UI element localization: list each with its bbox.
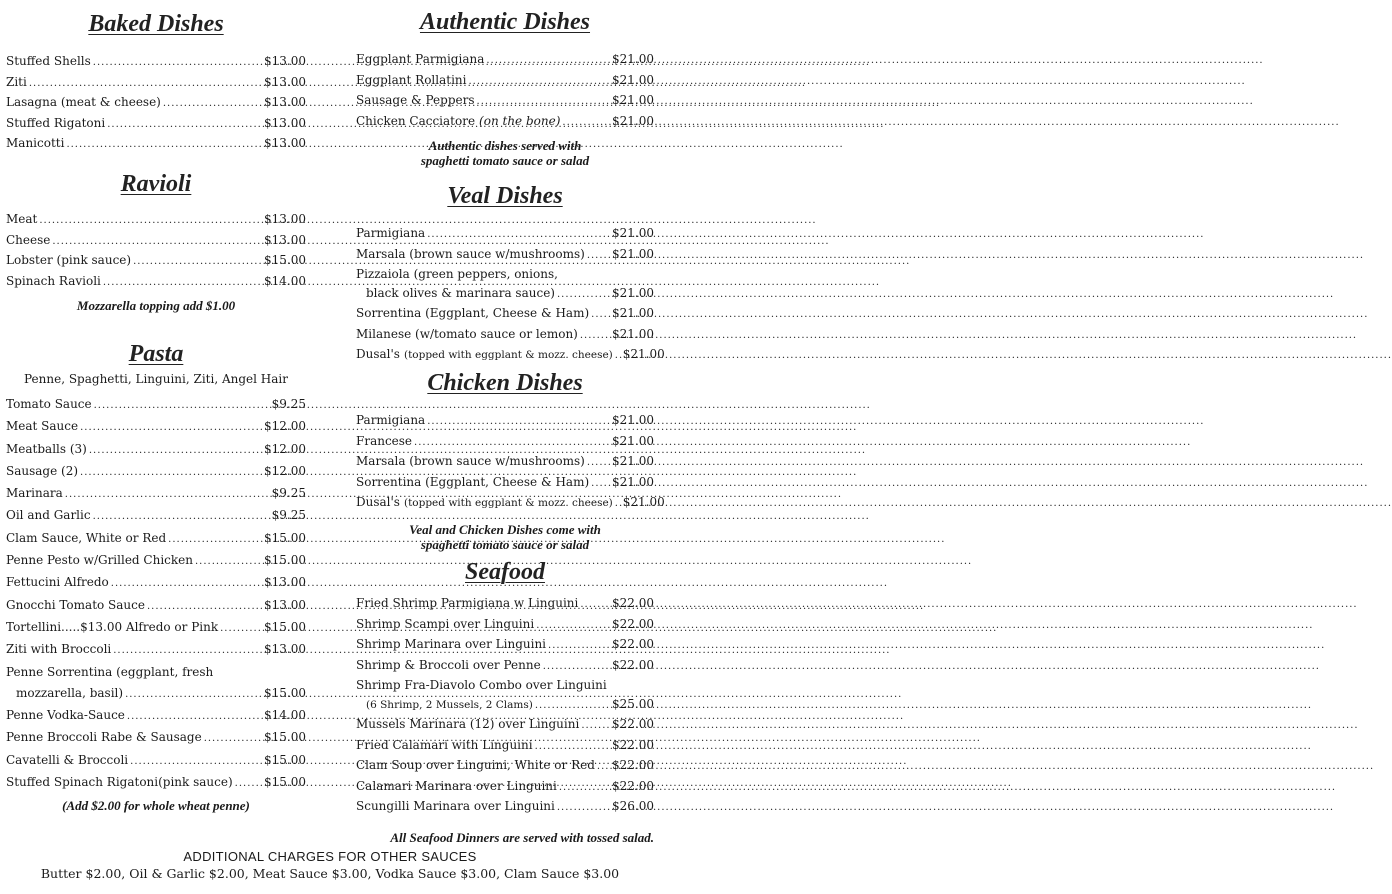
menu-item-row — [356, 411, 654, 432]
menu-item — [356, 304, 654, 325]
menu-item — [6, 272, 306, 293]
menu-item-row — [6, 416, 306, 438]
menu-item-name: Penne Pesto w/Grilled Chicken — [6, 553, 193, 568]
menu-item-price: $13.00 — [264, 95, 306, 109]
menu-item-price: $22.00 — [612, 758, 654, 772]
menu-item-name: Lasagna (meat & cheese) — [6, 95, 161, 109]
menu-item-row — [356, 325, 654, 346]
menu-item-price: $22.00 — [612, 657, 654, 672]
menu-item-row — [356, 284, 654, 305]
menu-item-price: $21.00 — [612, 113, 654, 128]
leader-dots — [130, 750, 262, 772]
leader-dots — [80, 416, 262, 438]
menu-item-price: $22.00 — [612, 778, 654, 793]
menu-item-name: Eggplant Parmigiana — [356, 52, 485, 66]
menu-item-price: $13.00 — [264, 212, 306, 226]
menu-item — [356, 432, 654, 453]
menu-item-name-cont: (6 Shrimp, 2 Mussels, 2 Clams) — [366, 698, 533, 711]
seafood-note: All Seafood Dinners are served with tossed salad. — [390, 829, 654, 845]
menu-item-price: $21.00 — [622, 495, 665, 509]
leader-dots — [52, 231, 262, 252]
menu-item-price: $21.00 — [612, 72, 654, 87]
leader-dots — [427, 224, 610, 245]
menu-item — [6, 639, 306, 661]
leader-dots — [103, 272, 262, 293]
baked-list — [6, 52, 306, 155]
menu-item-price: $22.00 — [612, 637, 654, 651]
leader-dots — [66, 134, 262, 155]
menu-item-row — [6, 750, 306, 772]
menu-item-row — [6, 134, 306, 155]
ravioli-list — [6, 210, 306, 292]
menu-item-price: $15.00 — [264, 530, 306, 545]
menu-item-price: $22.00 — [612, 596, 654, 610]
menu-item — [6, 52, 306, 73]
menu-item-row — [6, 210, 306, 231]
menu-item-name: Cavatelli & Broccoli — [6, 752, 129, 767]
leader-dots — [204, 727, 262, 749]
leader-dots — [65, 483, 270, 505]
menu-item-name: Sausage (2) — [6, 463, 79, 478]
menu-item-row — [356, 797, 654, 818]
menu-item-name: Meat — [6, 212, 38, 226]
menu-item — [356, 736, 654, 757]
leader-dots — [414, 432, 610, 453]
leader-dots — [597, 756, 610, 777]
menu-item-name: Clam Sauce, White or Red — [6, 530, 167, 545]
pasta-list — [6, 394, 306, 794]
menu-item-name: Sausage & Peppers — [356, 93, 475, 107]
menu-item-price: $21.00 — [612, 454, 654, 468]
additional-charges-line: Butter $2.00, Oil & Garlic $2.00, Meat Sauce $3.00, Vodka Sauce $3.00, Clam Sauce $3.00 — [40, 866, 620, 881]
leader-dots — [127, 705, 262, 727]
leader-dots — [468, 71, 610, 92]
menu-item-price: $13.00 — [264, 74, 306, 89]
menu-item-row — [6, 114, 306, 135]
chicken-section — [356, 369, 665, 552]
pasta-title: Pasta — [128, 341, 184, 367]
menu-item — [6, 251, 306, 272]
seafood-list — [356, 594, 654, 818]
menu-item-row — [356, 756, 654, 777]
leader-dots — [486, 50, 610, 71]
menu-item-name: Penne Sorrentina (eggplant, fresh — [6, 664, 214, 679]
menu-item-name-cont: black olives & marinara sauce) — [366, 285, 555, 300]
menu-item-name-cont: mozzarella, basil) — [16, 685, 124, 700]
leader-dots — [113, 639, 262, 661]
ravioli-section — [6, 170, 306, 313]
menu-item — [356, 325, 654, 346]
menu-item-row — [6, 439, 306, 461]
menu-item — [6, 772, 306, 794]
leader-dots — [562, 112, 610, 133]
menu-item-row — [6, 505, 306, 527]
menu-item-name: Stuffed Shells — [6, 54, 91, 68]
menu-item-name: Shrimp & Broccoli over Penne — [356, 657, 541, 672]
menu-item-row — [356, 224, 654, 245]
menu-item-price: $21.00 — [612, 413, 654, 427]
menu-item — [356, 452, 654, 473]
menu-item-row — [6, 251, 306, 272]
menu-item-name: Marsala (brown sauce w/mushrooms) — [356, 454, 585, 468]
leader-dots — [580, 325, 610, 346]
menu-item-price: $21.00 — [612, 474, 654, 489]
leader-dots — [477, 91, 610, 112]
menu-item-row — [6, 727, 306, 749]
menu-item-name: Eggplant Rollatini — [356, 72, 467, 87]
menu-item — [6, 617, 306, 639]
baked-title: Baked Dishes — [88, 11, 224, 37]
menu-item-row — [6, 231, 306, 252]
ravioli-note: Mozzarella topping add $1.00 — [76, 298, 236, 313]
menu-item — [6, 705, 306, 727]
menu-item-name: Gnocchi Tomato Sauce — [6, 597, 145, 612]
leader-dots — [559, 777, 610, 798]
menu-item — [6, 662, 306, 706]
menu-item-name: Penne Vodka-Sauce — [6, 708, 125, 723]
chicken-note-2: spaghetti tomato sauce or salad — [420, 536, 590, 552]
menu-item — [356, 656, 654, 677]
leader-dots — [591, 304, 610, 325]
menu-item-name: Manicotti — [6, 136, 65, 150]
menu-item-name: Dusal's — [356, 347, 400, 361]
menu-item — [356, 756, 654, 777]
menu-item-price: $21.00 — [612, 93, 654, 107]
menu-item-name: Francese — [356, 433, 413, 448]
menu-item-price: $15.00 — [264, 553, 306, 568]
menu-item-price: $13.00 — [264, 232, 306, 247]
menu-item-price: $15.00 — [264, 752, 306, 767]
veal-title: Veal Dishes — [447, 183, 563, 209]
menu-item-price: $21.00 — [612, 306, 654, 320]
menu-item-row — [6, 461, 306, 483]
menu-item-name: Shrimp Marinara over Linguini — [356, 637, 547, 651]
menu-item-price: $21.00 — [622, 347, 665, 361]
menu-item — [356, 473, 654, 494]
menu-item-price: $22.00 — [612, 616, 654, 631]
baked-section — [6, 10, 306, 155]
menu-item-name: Parmigiana — [356, 226, 426, 240]
menu-item-price: $21.00 — [612, 52, 654, 66]
menu-item-name: Sorrentina (Eggplant, Cheese & Ham) — [356, 474, 590, 489]
menu-item-price: $26.00 — [612, 799, 654, 813]
menu-item-name: Stuffed Rigatoni — [6, 115, 106, 130]
menu-item-row — [356, 50, 654, 71]
menu-item-row — [356, 635, 654, 656]
menu-item-name: Dusal's — [356, 495, 400, 509]
menu-item-row — [356, 245, 654, 266]
leader-dots — [536, 615, 610, 636]
menu-item-name: Meat Sauce — [6, 419, 79, 434]
leader-dots — [93, 505, 270, 527]
leader-dots — [587, 245, 610, 266]
leader-dots — [235, 772, 262, 794]
menu-item — [356, 245, 654, 266]
menu-item — [356, 777, 654, 798]
leader-dots — [94, 394, 270, 416]
menu-item — [356, 112, 654, 133]
menu-item-name: Fried Calamari with Linguini — [356, 737, 533, 752]
menu-item — [6, 416, 306, 438]
menu-item-row — [356, 91, 654, 112]
menu-item-row — [356, 736, 654, 757]
menu-item-name: Stuffed Spinach Rigatoni(pink sauce) — [6, 775, 233, 790]
menu-item — [356, 50, 654, 71]
menu-item-name: Clam Soup over Linguini, White or Red — [356, 758, 595, 772]
leader-dots — [557, 284, 610, 305]
menu-item-row — [356, 715, 654, 736]
leader-dots — [543, 656, 610, 677]
menu-item-name: Lobster (pink sauce) — [6, 253, 132, 267]
menu-item — [6, 439, 306, 461]
menu-item-row — [6, 272, 306, 293]
menu-item — [356, 715, 654, 736]
leader-dots — [580, 594, 610, 615]
veal-list — [356, 224, 665, 366]
seafood-section — [356, 558, 654, 845]
leader-dots — [107, 114, 262, 135]
menu-item-row — [356, 777, 654, 798]
leader-dots — [89, 439, 262, 461]
menu-item — [6, 73, 306, 94]
menu-item-price: $25.00 — [612, 696, 654, 711]
additional-charges — [0, 849, 660, 881]
menu-item-price: $21.00 — [612, 433, 654, 448]
pasta-note: (Add $2.00 for whole wheat penne) — [62, 798, 250, 814]
menu-item-price: $12.00 — [264, 441, 306, 456]
leader-dots — [168, 528, 262, 550]
right-column — [356, 0, 665, 845]
menu-item — [6, 483, 306, 505]
menu-item-extra: (topped with eggplant & mozz. cheese) — [403, 349, 613, 361]
menu-item-row — [6, 639, 306, 661]
menu-item — [6, 505, 306, 527]
authentic-title: Authentic Dishes — [419, 9, 591, 35]
leader-dots — [587, 452, 610, 473]
menu-item — [356, 676, 654, 715]
menu-item — [356, 635, 654, 656]
menu-item-name: Pizzaiola (green peppers, onions, — [356, 267, 558, 281]
menu-item-name: Spinach Ravioli — [6, 273, 101, 288]
menu-item-price: $21.00 — [612, 326, 654, 341]
seafood-title: Seafood — [465, 559, 545, 585]
menu-item-row — [356, 594, 654, 615]
additional-charges-heading: ADDITIONAL CHARGES FOR OTHER SAUCES — [183, 849, 477, 864]
leader-dots — [93, 52, 262, 73]
menu-item-name: Shrimp Scampi over Linguini — [356, 616, 535, 631]
leader-dots — [163, 93, 262, 114]
menu-item-row — [356, 432, 654, 453]
menu-item — [6, 727, 306, 749]
menu-item-name: Chicken Cacciatore — [356, 113, 476, 128]
menu-item-row — [6, 528, 306, 550]
menu-item — [356, 615, 654, 636]
menu-item-price: $21.00 — [612, 226, 654, 240]
menu-item — [6, 114, 306, 135]
menu-item-price: $21.00 — [612, 285, 654, 300]
menu-item-name: Fettucini Alfredo — [6, 575, 109, 590]
chicken-list — [356, 411, 665, 514]
menu-item-name: Tortellini.....$13.00 Alfredo or Pink — [6, 619, 219, 634]
menu-item — [6, 231, 306, 252]
authentic-note-2: spaghetti tomato sauce or salad — [420, 153, 590, 168]
menu-item — [6, 572, 306, 594]
menu-item-row — [6, 572, 306, 594]
menu-item-price: $15.00 — [264, 619, 306, 634]
menu-item-row — [6, 394, 306, 416]
menu-item-price: $15.00 — [264, 253, 306, 267]
menu-item-price: $13.00 — [264, 115, 306, 130]
menu-item-name: Sorrentina (Eggplant, Cheese & Ham) — [356, 306, 590, 320]
menu-item-extra: (topped with eggplant & mozz. cheese) — [403, 497, 613, 509]
leader-dots — [125, 683, 262, 705]
menu-item-row — [6, 772, 306, 794]
menu-item-name: Oil and Garlic — [6, 508, 91, 523]
menu-item-price: $9.25 — [271, 486, 306, 501]
leader-dots — [557, 797, 610, 818]
menu-item-name: Ziti with Broccoli — [6, 642, 112, 657]
menu-item-price: $12.00 — [264, 419, 306, 434]
menu-item-name: Meatballs (3) — [6, 441, 87, 456]
menu-item-row — [6, 705, 306, 727]
menu-item — [356, 345, 665, 366]
leader-dots — [535, 695, 610, 716]
menu-item — [356, 797, 654, 818]
leader-dots — [615, 345, 621, 366]
menu-item — [356, 224, 654, 245]
menu-item — [356, 411, 654, 432]
menu-item — [356, 493, 665, 514]
menu-item-name: Scungilli Marinara over Linguini — [356, 799, 555, 813]
menu-item-price: $15.00 — [264, 775, 306, 790]
menu-item-price: $13.00 — [264, 136, 306, 150]
menu-item-row — [6, 683, 306, 705]
menu-item-name: Tomato Sauce — [6, 397, 92, 411]
menu-item — [6, 461, 306, 483]
menu-item-name: Shrimp Fra-Diavolo Combo over Linguini — [356, 678, 607, 692]
menu-item-name: Parmigiana — [356, 413, 426, 427]
menu-item-row — [356, 473, 654, 494]
menu-item — [356, 594, 654, 615]
authentic-list — [356, 50, 654, 132]
menu-item-price: $22.00 — [612, 717, 654, 731]
menu-item-name: Ziti — [6, 74, 27, 89]
menu-item-name: Fried Shrimp Parmigiana w Linguini — [356, 596, 579, 610]
menu-item-price: $13.00 — [264, 642, 306, 657]
leader-dots — [615, 493, 621, 514]
menu-item-price: $15.00 — [264, 730, 306, 745]
menu-item-row — [6, 617, 306, 639]
chicken-note-1: Veal and Chicken Dishes come with — [409, 521, 601, 537]
leader-dots — [581, 715, 610, 736]
leader-dots — [147, 595, 262, 617]
menu-item — [356, 71, 654, 92]
menu-item-row — [356, 112, 654, 133]
pasta-section — [6, 340, 306, 813]
menu-item — [6, 210, 306, 231]
menu-item-row — [356, 345, 665, 366]
leader-dots — [195, 550, 262, 572]
leader-dots — [29, 73, 262, 94]
leader-dots — [133, 251, 262, 272]
veal-section — [356, 182, 665, 366]
leader-dots — [220, 617, 262, 639]
menu-item — [6, 528, 306, 550]
left-column — [6, 0, 306, 840]
menu-item-row — [6, 550, 306, 572]
menu-item-row — [6, 93, 306, 114]
chicken-title: Chicken Dishes — [427, 370, 583, 396]
menu-item — [6, 550, 306, 572]
menu-item-price: $13.00 — [264, 597, 306, 612]
menu-item-row — [6, 483, 306, 505]
menu-item — [6, 93, 306, 114]
pasta-subtitle: Penne, Spaghetti, Linguini, Ziti, Angel Hair — [24, 372, 288, 386]
menu-item-extra: (on the bone) — [479, 113, 561, 128]
menu-item-price: $22.00 — [612, 737, 654, 752]
menu-item-row — [6, 595, 306, 617]
menu-item-name: Mussels Marinara (12) over Linguini — [356, 717, 580, 731]
menu-item-row — [356, 452, 654, 473]
menu-item-row — [356, 304, 654, 325]
menu-item — [356, 91, 654, 112]
ravioli-title: Ravioli — [120, 171, 192, 197]
menu-item-row — [356, 71, 654, 92]
menu-item-row — [356, 656, 654, 677]
menu-item-name: Penne Broccoli Rabe & Sausage — [6, 730, 202, 745]
authentic-section — [356, 8, 654, 168]
menu-item-price: $13.00 — [264, 54, 306, 68]
leader-dots — [548, 635, 610, 656]
menu-item-row — [6, 52, 306, 73]
menu-item-price: $9.25 — [271, 508, 306, 523]
menu-item-row — [356, 695, 654, 716]
leader-dots — [39, 210, 262, 231]
menu-item — [6, 394, 306, 416]
menu-item-price: $21.00 — [612, 246, 654, 261]
menu-item-price: $9.25 — [271, 397, 306, 411]
menu-item-price: $13.00 — [264, 575, 306, 590]
menu-item-row — [6, 73, 306, 94]
menu-item-price: $14.00 — [264, 273, 306, 288]
menu-item-name: Calamari Marinara over Linguini — [356, 778, 557, 793]
leader-dots — [111, 572, 262, 594]
menu-item-price: $12.00 — [264, 463, 306, 478]
leader-dots — [80, 461, 262, 483]
menu-item-price: $14.00 — [264, 708, 306, 723]
menu-item-row — [356, 615, 654, 636]
leader-dots — [535, 736, 610, 757]
leader-dots — [591, 473, 610, 494]
menu-item-price: $15.00 — [264, 685, 306, 700]
menu-item — [6, 750, 306, 772]
menu-item-name: Marsala (brown sauce w/mushrooms) — [356, 246, 585, 261]
leader-dots — [427, 411, 610, 432]
menu-item-name: Milanese (w/tomato sauce or lemon) — [356, 326, 578, 341]
menu-item — [356, 265, 654, 304]
menu-item-name: Marinara — [6, 486, 63, 501]
menu-item — [6, 595, 306, 617]
menu-item-name: Cheese — [6, 232, 51, 247]
menu-item-row — [356, 493, 665, 514]
menu-item — [6, 134, 306, 155]
authentic-note-1: Authentic dishes served with — [428, 138, 582, 153]
